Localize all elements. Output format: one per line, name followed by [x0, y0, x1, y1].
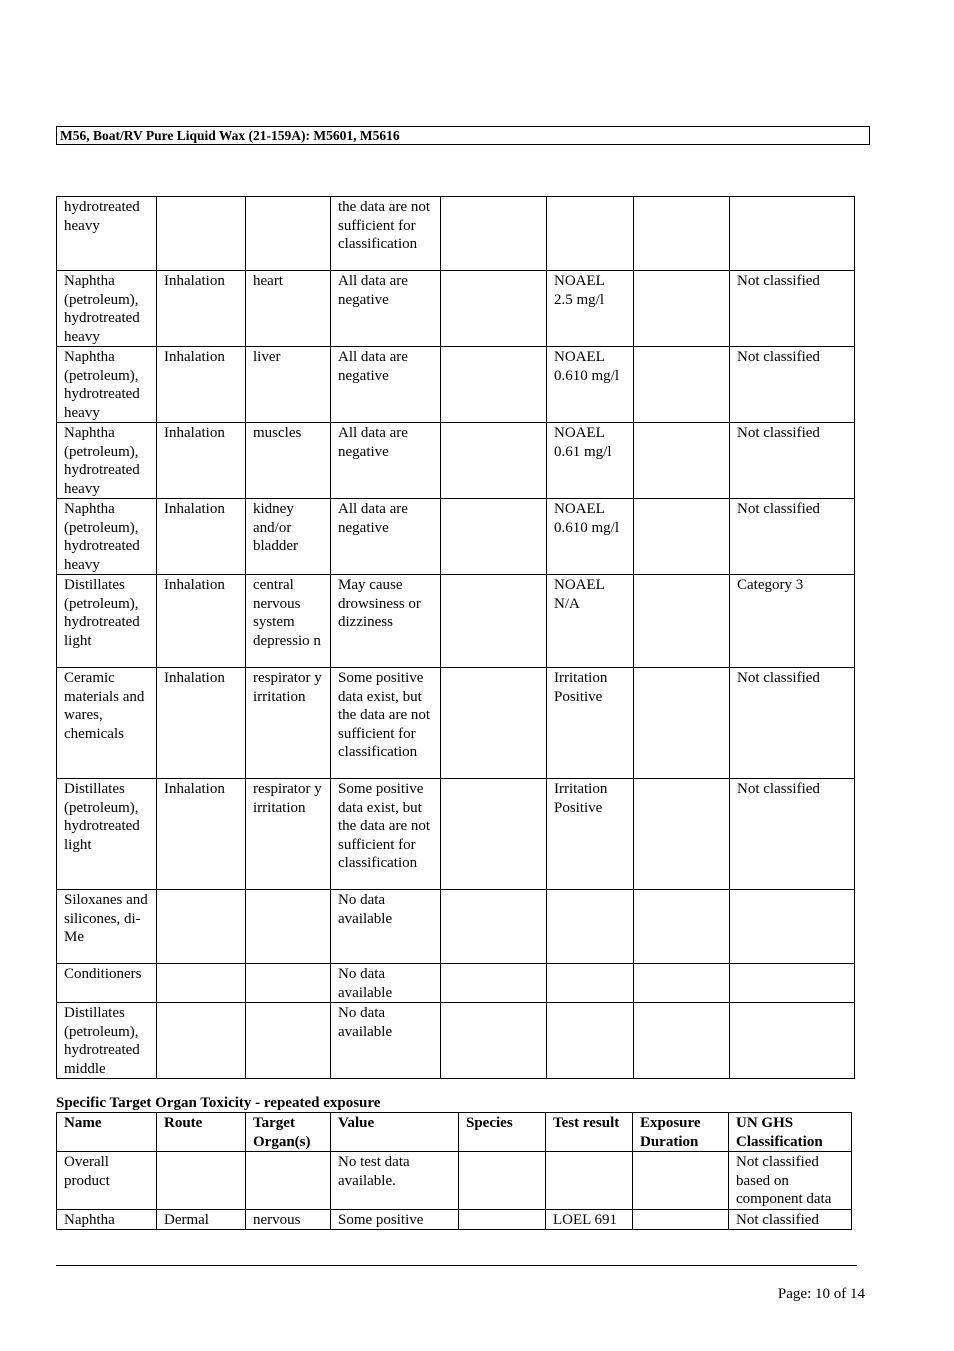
- table-cell: [634, 668, 730, 779]
- table-cell: NOAEL N/A: [547, 575, 634, 668]
- table-cell: [246, 1152, 331, 1210]
- table-cell: [157, 964, 246, 1003]
- footer-divider: [56, 1265, 857, 1266]
- table-cell: All data are negative: [331, 347, 441, 423]
- table-cell: No data available: [331, 1003, 441, 1079]
- table-cell: [441, 347, 547, 423]
- table-cell: [441, 197, 547, 271]
- table-cell: May cause drowsiness or dizziness: [331, 575, 441, 668]
- table-cell: nervous: [246, 1209, 331, 1230]
- table-cell: respirator y irritation: [246, 779, 331, 890]
- table-cell: [157, 1152, 246, 1210]
- table-cell: [459, 1209, 546, 1230]
- document-header: [56, 126, 870, 145]
- table-cell: [547, 197, 634, 271]
- table-cell: [633, 1209, 729, 1230]
- table-cell: liver: [246, 347, 331, 423]
- table-cell: NOAEL 2.5 mg/l: [547, 271, 634, 347]
- table-row: [57, 890, 855, 964]
- table-cell: [634, 1003, 730, 1079]
- header-un-ghs-classification: UN GHS Classification: [729, 1113, 852, 1152]
- table-cell: [547, 1003, 634, 1079]
- table-cell: All data are negative: [331, 271, 441, 347]
- table-row: [57, 1003, 855, 1079]
- table-cell: [634, 423, 730, 499]
- table-cell: [441, 575, 547, 668]
- table-cell: All data are negative: [331, 423, 441, 499]
- table-row: [57, 499, 855, 575]
- table-cell: Distillates (petroleum), hydrotreated middle: [57, 1003, 157, 1079]
- table-cell: [730, 197, 855, 271]
- table-cell: Some positive: [331, 1209, 459, 1230]
- table-cell: NOAEL 0.61 mg/l: [547, 423, 634, 499]
- table-cell: [633, 1152, 729, 1210]
- table2-body: [57, 1152, 852, 1230]
- header-value: Value: [331, 1113, 459, 1152]
- table-cell: Conditioners: [57, 964, 157, 1003]
- table-cell: Not classified: [730, 668, 855, 779]
- table-cell: [546, 1152, 633, 1210]
- table-cell: Inhalation: [157, 668, 246, 779]
- table-cell: [246, 964, 331, 1003]
- table-cell: [246, 890, 331, 964]
- table-header-row: [57, 1113, 852, 1152]
- table-row: [57, 347, 855, 423]
- table-row: [57, 271, 855, 347]
- table-cell: Not classified: [730, 779, 855, 890]
- table-cell: Irritation Positive: [547, 668, 634, 779]
- table-row: [57, 575, 855, 668]
- table-cell: [459, 1152, 546, 1210]
- table-cell: [634, 890, 730, 964]
- table-cell: No data available: [331, 890, 441, 964]
- table-cell: Inhalation: [157, 271, 246, 347]
- table1-body: [57, 197, 855, 1079]
- table-cell: Category 3: [730, 575, 855, 668]
- table-cell: muscles: [246, 423, 331, 499]
- table-cell: Naphtha (petroleum), hydrotreated heavy: [57, 499, 157, 575]
- table-cell: [441, 499, 547, 575]
- table-cell: Not classified: [730, 347, 855, 423]
- table-cell: [730, 890, 855, 964]
- table-cell: Naphtha: [57, 1209, 157, 1230]
- table-cell: hydrotreated heavy: [57, 197, 157, 271]
- header-species: Species: [459, 1113, 546, 1152]
- table-cell: Some positive data exist, but the data are not sufficient for classification: [331, 779, 441, 890]
- table-cell: [634, 779, 730, 890]
- table-row: [57, 964, 855, 1003]
- header-name: Name: [57, 1113, 157, 1152]
- header-target-organs: Target Organ(s): [246, 1113, 331, 1152]
- table-row: [57, 779, 855, 890]
- table-cell: Distillates (petroleum), hydrotreated light: [57, 575, 157, 668]
- table-cell: Dermal: [157, 1209, 246, 1230]
- table-cell: [730, 1003, 855, 1079]
- table-row: [57, 423, 855, 499]
- table-row: [57, 1152, 852, 1210]
- table-cell: the data are not sufficient for classification: [331, 197, 441, 271]
- table-cell: No data available: [331, 964, 441, 1003]
- table-cell: [441, 423, 547, 499]
- table-cell: All data are negative: [331, 499, 441, 575]
- table-cell: Inhalation: [157, 347, 246, 423]
- repeated-exposure-table: [56, 1112, 852, 1230]
- table-cell: kidney and/or bladder: [246, 499, 331, 575]
- table-cell: Inhalation: [157, 779, 246, 890]
- table-cell: [634, 575, 730, 668]
- table-cell: [441, 964, 547, 1003]
- table-cell: heart: [246, 271, 331, 347]
- table-cell: No test data available.: [331, 1152, 459, 1210]
- document-title: M56, Boat/RV Pure Liquid Wax (21-159A): M5601, M5616: [60, 128, 400, 143]
- table-cell: Some positive data exist, but the data are not sufficient for classification: [331, 668, 441, 779]
- table-cell: central nervous system depressio n: [246, 575, 331, 668]
- table-row: [57, 1209, 852, 1230]
- section-title-repeated-exposure: Specific Target Organ Toxicity - repeated exposure: [56, 1095, 381, 1111]
- table-cell: [157, 1003, 246, 1079]
- single-exposure-table: [56, 196, 855, 1079]
- table-cell: Not classified: [730, 423, 855, 499]
- header-exposure-duration: Exposure Duration: [633, 1113, 729, 1152]
- header-test-result: Test result: [546, 1113, 633, 1152]
- table-cell: [634, 271, 730, 347]
- table-cell: [157, 890, 246, 964]
- table-cell: [441, 668, 547, 779]
- table-cell: Irritation Positive: [547, 779, 634, 890]
- table-cell: Inhalation: [157, 423, 246, 499]
- table-cell: [634, 499, 730, 575]
- table-cell: Naphtha (petroleum), hydrotreated heavy: [57, 347, 157, 423]
- table-cell: Siloxanes and silicones, di-Me: [57, 890, 157, 964]
- table-cell: respirator y irritation: [246, 668, 331, 779]
- table-cell: LOEL 691: [546, 1209, 633, 1230]
- header-route: Route: [157, 1113, 246, 1152]
- table-cell: Overall product: [57, 1152, 157, 1210]
- table-cell: [634, 347, 730, 423]
- table-cell: [730, 964, 855, 1003]
- table-cell: Ceramic materials and wares, chemicals: [57, 668, 157, 779]
- table-cell: Inhalation: [157, 499, 246, 575]
- table-row: [57, 197, 855, 271]
- table-cell: [246, 1003, 331, 1079]
- table-cell: [634, 964, 730, 1003]
- table-cell: [441, 1003, 547, 1079]
- table-cell: [157, 197, 246, 271]
- table-cell: [246, 197, 331, 271]
- table-cell: [547, 890, 634, 964]
- table-cell: Naphtha (petroleum), hydrotreated heavy: [57, 271, 157, 347]
- table-cell: [441, 271, 547, 347]
- table-cell: Not classified: [729, 1209, 852, 1230]
- table-cell: Not classified based on component data: [729, 1152, 852, 1210]
- table-cell: [441, 890, 547, 964]
- page-number: Page: 10 of 14: [777, 1286, 865, 1302]
- table-cell: [634, 197, 730, 271]
- table-cell: Inhalation: [157, 575, 246, 668]
- table-cell: Distillates (petroleum), hydrotreated light: [57, 779, 157, 890]
- table-cell: Not classified: [730, 499, 855, 575]
- table-cell: Not classified: [730, 271, 855, 347]
- table-cell: [441, 779, 547, 890]
- table-row: [57, 668, 855, 779]
- table-cell: [547, 964, 634, 1003]
- table-cell: NOAEL 0.610 mg/l: [547, 347, 634, 423]
- table-cell: Naphtha (petroleum), hydrotreated heavy: [57, 423, 157, 499]
- table-cell: NOAEL 0.610 mg/l: [547, 499, 634, 575]
